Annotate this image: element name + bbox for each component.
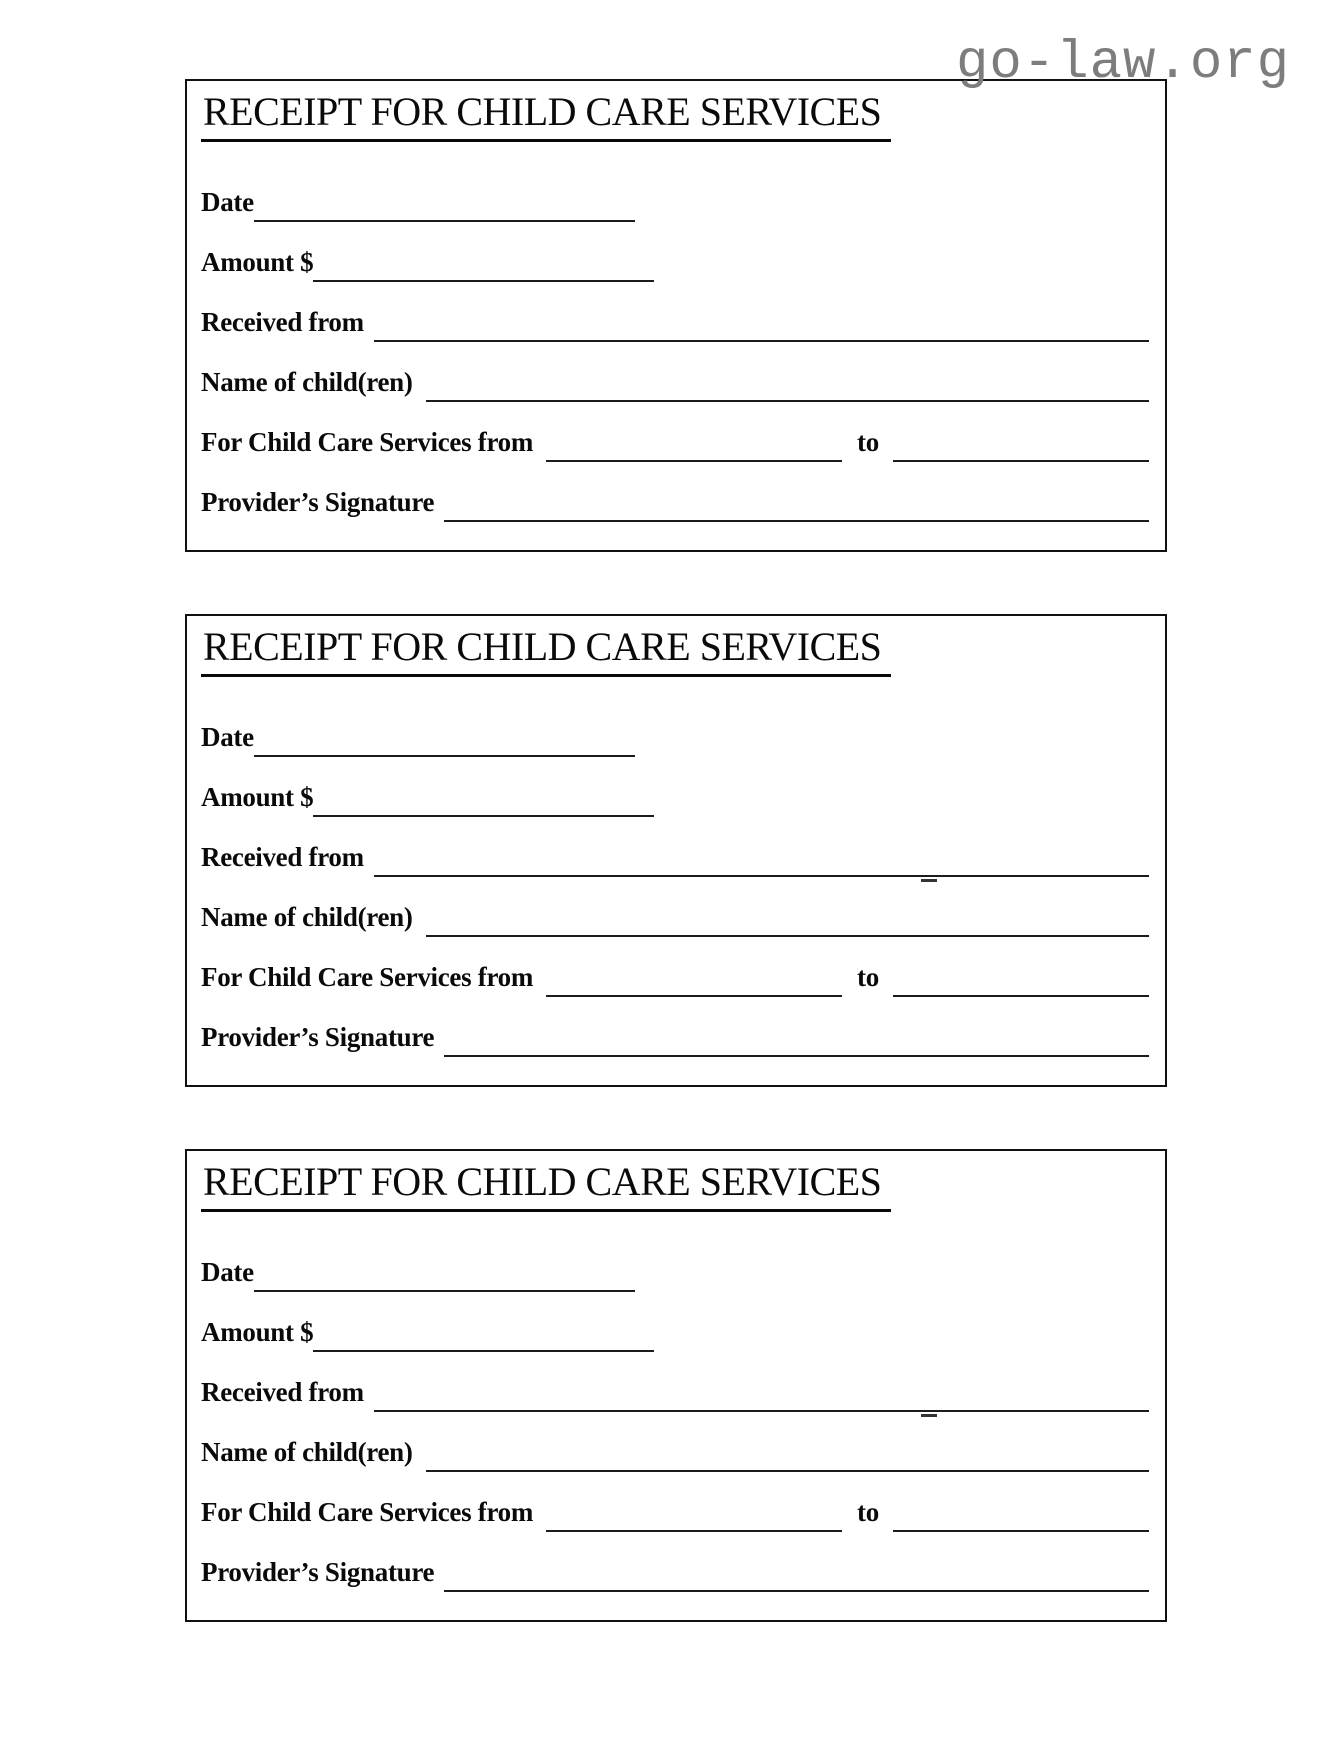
- child-names-input-line[interactable]: [426, 919, 1149, 937]
- child-names-row: [201, 364, 1149, 402]
- service-period-label: For Child Care Services from: [201, 427, 534, 457]
- service-to-label: to: [857, 1497, 879, 1527]
- provider-signature-input-line[interactable]: [444, 1039, 1149, 1057]
- received-from-row: [201, 839, 1149, 877]
- child-names-row: [201, 1434, 1149, 1472]
- service-period-row: [201, 1494, 1149, 1532]
- receipt-title: RECEIPT FOR CHILD CARE SERVICES: [201, 625, 891, 677]
- service-to-label: to: [857, 962, 879, 992]
- provider-signature-row: [201, 484, 1149, 522]
- date-row: [201, 719, 1149, 757]
- receipt-fields: [201, 719, 1149, 1057]
- service-to-input-line[interactable]: [893, 1514, 1149, 1532]
- stray-underscore-mark: [921, 1414, 937, 1417]
- date-input-line[interactable]: [254, 739, 635, 757]
- receipt-form: [185, 1149, 1167, 1622]
- received-from-label: Received from: [201, 307, 364, 337]
- service-period-row: [201, 424, 1149, 462]
- service-to-input-line[interactable]: [893, 444, 1149, 462]
- provider-signature-input-line[interactable]: [444, 504, 1149, 522]
- received-from-row: [201, 304, 1149, 342]
- amount-row: [201, 779, 1149, 817]
- service-from-input-line[interactable]: [546, 444, 842, 462]
- received-from-input-line[interactable]: [374, 324, 1149, 342]
- child-names-label: Name of child(ren): [201, 902, 413, 932]
- date-row: [201, 184, 1149, 222]
- amount-row: [201, 1314, 1149, 1352]
- service-period-label: For Child Care Services from: [201, 1497, 534, 1527]
- provider-signature-input-line[interactable]: [444, 1574, 1149, 1592]
- service-to-input-line[interactable]: [893, 979, 1149, 997]
- amount-label: Amount $: [201, 247, 314, 277]
- receipt-title: RECEIPT FOR CHILD CARE SERVICES: [201, 1160, 891, 1212]
- received-from-row: [201, 1374, 1149, 1412]
- received-from-input-line[interactable]: [374, 1394, 1149, 1412]
- provider-signature-label: Provider’s Signature: [201, 1022, 435, 1052]
- provider-signature-label: Provider’s Signature: [201, 487, 435, 517]
- service-from-input-line[interactable]: [546, 1514, 842, 1532]
- receipt-form: [185, 614, 1167, 1087]
- receipt-fields: [201, 1254, 1149, 1592]
- child-names-label: Name of child(ren): [201, 367, 413, 397]
- service-to-label: to: [857, 427, 879, 457]
- amount-label: Amount $: [201, 782, 314, 812]
- date-label: Date: [201, 187, 254, 217]
- received-from-input-line[interactable]: [374, 859, 1149, 877]
- date-input-line[interactable]: [254, 1274, 635, 1292]
- child-names-input-line[interactable]: [426, 1454, 1149, 1472]
- amount-input-line[interactable]: [313, 264, 654, 282]
- date-row: [201, 1254, 1149, 1292]
- service-period-label: For Child Care Services from: [201, 962, 534, 992]
- date-label: Date: [201, 722, 254, 752]
- child-names-row: [201, 899, 1149, 937]
- received-from-label: Received from: [201, 842, 364, 872]
- date-input-line[interactable]: [254, 204, 635, 222]
- amount-input-line[interactable]: [313, 1334, 654, 1352]
- service-from-input-line[interactable]: [546, 979, 842, 997]
- stray-underscore-mark: [921, 879, 937, 882]
- provider-signature-row: [201, 1554, 1149, 1592]
- service-period-row: [201, 959, 1149, 997]
- date-label: Date: [201, 1257, 254, 1287]
- amount-label: Amount $: [201, 1317, 314, 1347]
- received-from-label: Received from: [201, 1377, 364, 1407]
- child-names-input-line[interactable]: [426, 384, 1149, 402]
- amount-input-line[interactable]: [313, 799, 654, 817]
- provider-signature-row: [201, 1019, 1149, 1057]
- receipt-title: RECEIPT FOR CHILD CARE SERVICES: [201, 90, 891, 142]
- provider-signature-label: Provider’s Signature: [201, 1557, 435, 1587]
- child-names-label: Name of child(ren): [201, 1437, 413, 1467]
- receipt-form: [185, 79, 1167, 552]
- watermark: go-law.org: [956, 33, 1291, 94]
- receipt-stack: [185, 79, 1167, 1622]
- receipt-fields: [201, 184, 1149, 522]
- amount-row: [201, 244, 1149, 282]
